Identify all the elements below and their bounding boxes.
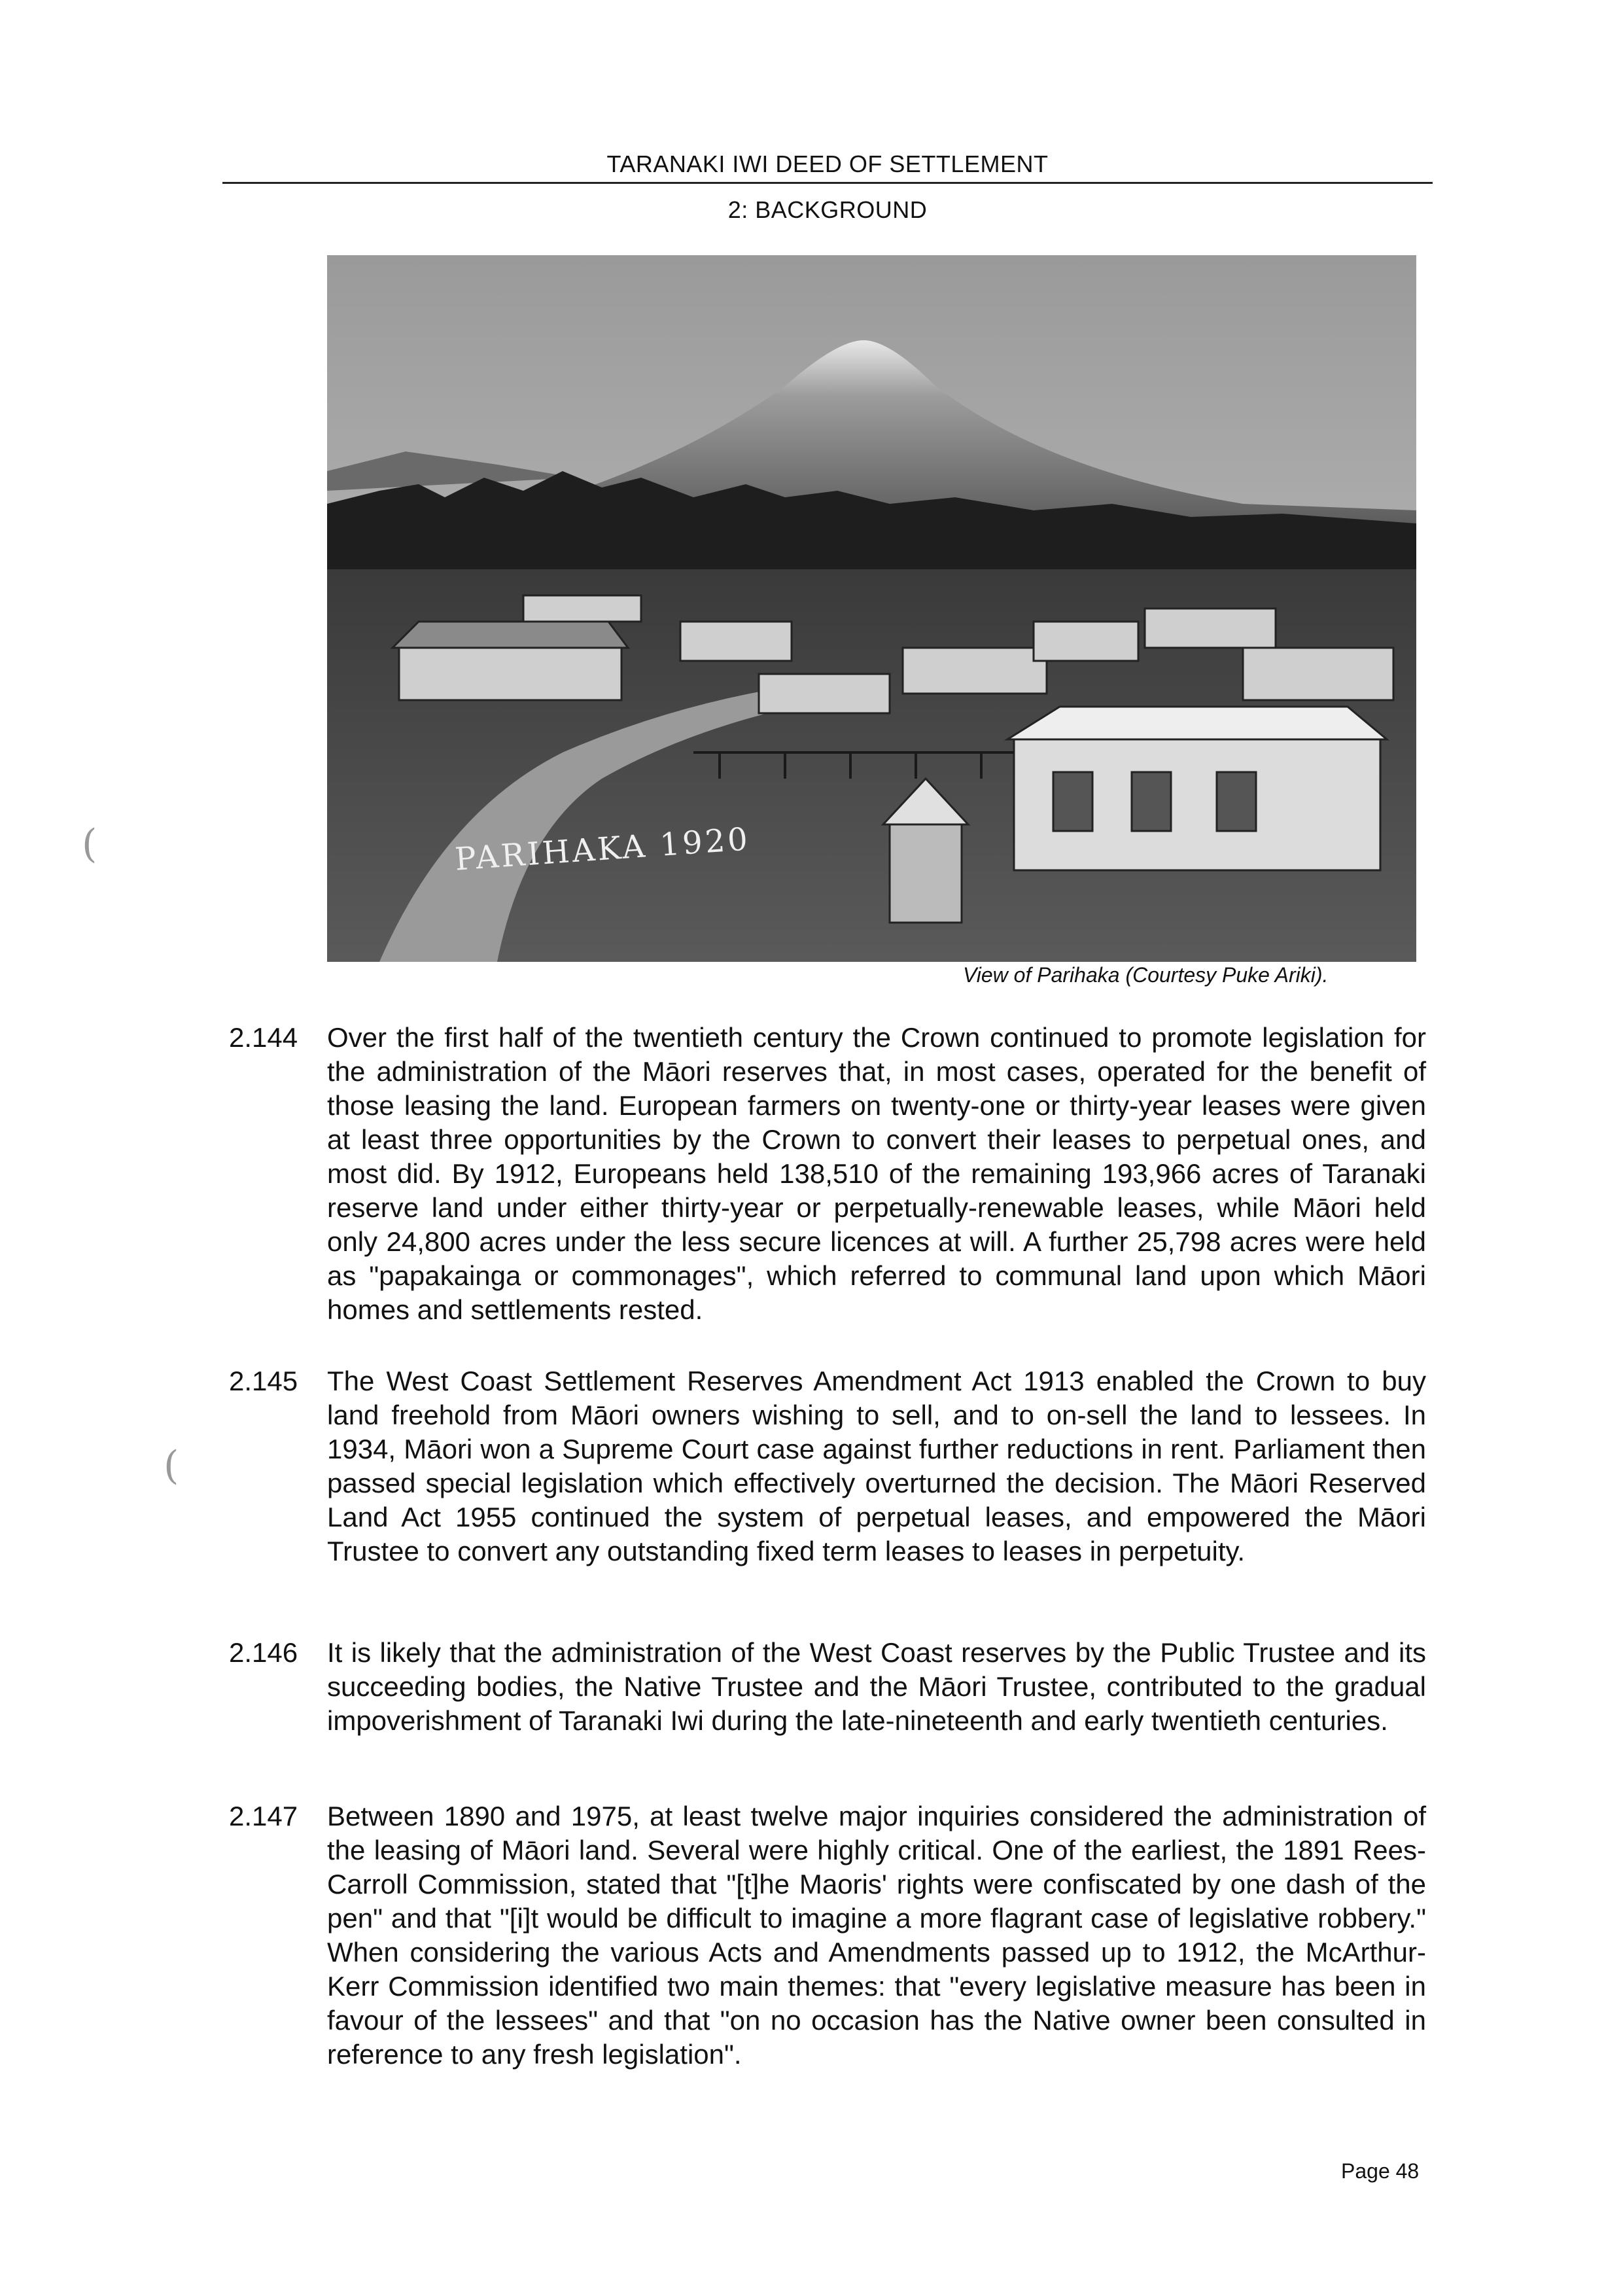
section-heading: 2: BACKGROUND (727, 196, 928, 223)
paragraph-number: 2.145 (229, 1366, 298, 1396)
document-header-title: TARANAKI IWI DEED OF SETTLEMENT (606, 150, 1049, 177)
paragraph-2-144 (229, 1021, 1426, 1327)
paragraph-2-145 (229, 1364, 1426, 1568)
paragraph-2-147 (229, 1799, 1426, 2072)
paragraph-2-146 (229, 1636, 1426, 1738)
margin-punch-mark: ( (82, 821, 97, 867)
figure-caption: View of Parihaka (Courtesy Puke Ariki). (963, 963, 1329, 987)
paragraph-text: It is likely that the administration of the West Coast reserves by the Public Trustee and its succeeding bodies, the Native Trustee and the Māori Trustee, contributed to the gradual impoverishment of Taranaki Iwi during the late-nineteenth and early twentieth centuries. (327, 1637, 1426, 1736)
paragraph-number: 2.144 (229, 1022, 298, 1053)
paragraph-number: 2.146 (229, 1637, 298, 1668)
paragraph-text: Between 1890 and 1975, at least twelve major inquiries considered the administration of the leasing of Māori land. Several were highly critical. One of the earliest, the 1891 Rees-Carroll Commission, stated that "[t]he Maoris' rights were confiscated by one dash of the pen" and that "[i]t would be difficult to imagine a more flagrant case of legislative robbery." When considering the various Acts and Amendments passed up to 1912, the McArthur-Kerr Commission identified two main themes: that "every legislative measure has been in favour of the lessees" and that "on no occasion has the Native owner been consulted in reference to any fresh legislation". (327, 1801, 1426, 2070)
page-number: Page 48 (1341, 2159, 1420, 2183)
photo-inscription: PARIHAKA 1920 (453, 821, 752, 878)
paragraph-text: The West Coast Settlement Reserves Amendment Act 1913 enabled the Crown to buy land freehold from Māori owners wishing to sell, and to on-sell the land to lessees. In 1934, Māori won a Supreme Court case against further reductions in rent. Parliament then passed special legislation which effectively overturned the decision. The Māori Reserved Land Act 1955 continued the system of perpetual leases, and empowered the Māori Trustee to convert any outstanding fixed term leases to leases in perpetuity. (327, 1366, 1426, 1566)
paragraph-text: Over the first half of the twentieth century the Crown continued to promote legislation for the administration of the Māori reserves that, in most cases, operated for the benefit of those leasing the land. European farmers on twenty-one or thirty-year leases were given at least three opportunities by the Crown to convert their leases to perpetual ones, and most did. By 1912, Europeans held 138,510 of the remaining 193,966 acres of Taranaki reserve land under either thirty-year or perpetually-renewable leases, while Māori held only 24,800 acres under the less secure licences at will. A further 25,798 acres were held as "papakainga or commonages", which referred to communal land upon which Māori homes and settlements rested. (327, 1022, 1426, 1325)
parihaka-photograph (327, 255, 1416, 962)
margin-punch-mark: ( (164, 1443, 179, 1489)
paragraph-number: 2.147 (229, 1801, 298, 1831)
header-divider (222, 182, 1433, 184)
